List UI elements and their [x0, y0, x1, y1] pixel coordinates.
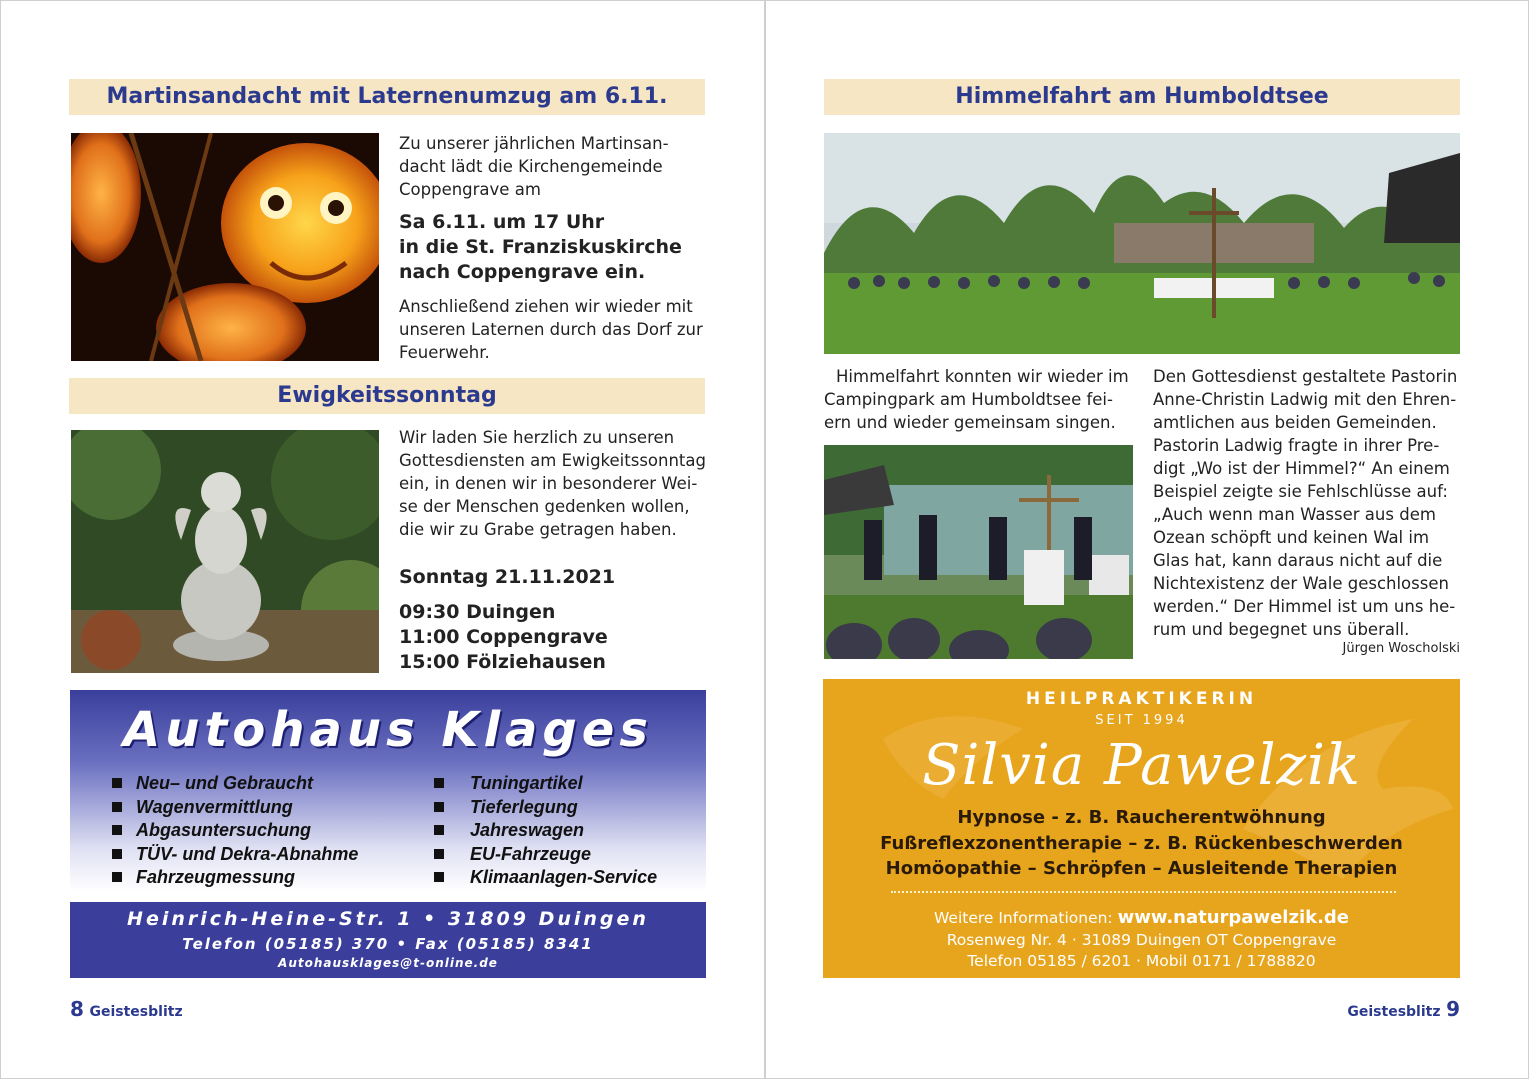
bullet-square-icon: [112, 802, 122, 812]
himmelfahrt-col-left: Himmelfahrt konnten wir wieder im Campingpark am Humboldtsee fei- ern und wieder gemeinsam singen.: [824, 367, 1129, 432]
heil-name: Silvia Pawelzik: [922, 733, 1361, 798]
bullet-square-icon: [434, 802, 444, 812]
ewigkeit-times: 09:30 Duingen 11:00 Coppengrave 15:00 Fölziehausen: [399, 601, 608, 673]
heil-service-3: Homöopathie – Schröpfen – Ausleitende Therapien: [885, 858, 1398, 879]
martin-intro: Zu unserer jährlichen Martinsan- dacht lädt die Kirchengemeinde Coppengrave am: [399, 134, 669, 199]
page-number-right: Geistesblitz 9: [1347, 997, 1460, 1021]
service-item: Jahreswagen: [434, 819, 657, 843]
services-list-left: [112, 772, 358, 890]
bullet-square-icon: [434, 849, 444, 859]
heilpraktikerin-ad: [823, 679, 1460, 978]
bullet-square-icon: [112, 778, 122, 788]
ad-title: Autohaus Klages: [123, 702, 653, 758]
heil-since: SEIT 1994: [1095, 713, 1188, 728]
service-item: Fahrzeugmessung: [112, 866, 358, 890]
outdoor-service-photo: [824, 133, 1460, 354]
service-item: Klimaanlagen-Service: [434, 866, 657, 890]
ad-phone: Telefon (05185) 370 • Fax (05185) 8341: [182, 935, 594, 953]
services-list-right: [434, 772, 657, 890]
article-author: Jürgen Woscholski: [1342, 641, 1460, 656]
service-item: EU-Fahrzeuge: [434, 843, 657, 867]
ewigkeit-heading: Ewigkeitssonntag: [69, 378, 705, 414]
angel-statue-photo: [71, 430, 379, 673]
bullet-square-icon: [434, 825, 444, 835]
heil-phone: Telefon 05185 / 6201 · Mobil 0171 / 1788820: [967, 952, 1316, 970]
dotted-divider: [891, 891, 1396, 893]
ewigkeit-text: Wir laden Sie herzlich zu unseren Gottesdiensten am Ewigkeitssonntag ein, in denen wir in besonderer Wei- se der Menschen gedenken wollen, die wir zu Grabe getragen haben.: [399, 428, 706, 539]
martin-heading: Martinsandacht mit Laternenumzug am 6.11.: [69, 79, 705, 115]
ad-email: Autohausklages@t-online.de: [278, 956, 498, 970]
ad-address: Heinrich-Heine-Str. 1 • 31809 Duingen: [127, 908, 649, 930]
bullet-square-icon: [434, 872, 444, 882]
service-item: Neu– und Gebraucht: [112, 772, 358, 796]
heil-website-link[interactable]: www.naturpawelzik.de: [1117, 907, 1350, 928]
heil-label: HEILPRAKTIKERIN: [1025, 689, 1258, 709]
bullet-square-icon: [112, 849, 122, 859]
service-item: Tuningartikel: [434, 772, 657, 796]
autohaus-klages-ad: [70, 690, 706, 978]
heil-info: Weitere Informationen: www.naturpawelzik.de: [933, 907, 1350, 928]
lakeside-service-photo: [824, 445, 1133, 659]
page-number-left: 8 Geistesblitz: [70, 997, 183, 1021]
bullet-square-icon: [434, 778, 444, 788]
bullet-square-icon: [112, 872, 122, 882]
martin-date-block: Sa 6.11. um 17 Uhr in die St. Franziskuskirche nach Coppengrave ein.: [399, 211, 682, 283]
service-item: Wagenvermittlung: [112, 796, 358, 820]
martin-outro: Anschließend ziehen wir wieder mit unseren Laternen durch das Dorf zur Feuerwehr.: [399, 297, 703, 362]
himmelfahrt-col-right: Den Gottesdienst gestaltete Pastorin Anne-Christin Ladwig mit den Ehren- amtlichen aus beiden Gemeinden. Pastorin Ladwig fragte in ihrer Pre- digt „Wo ist der Himmel?“ An einem Beispiel zeigte sie Fehlschlüsse auf: „Auch wenn man Wasser aus dem Ozean schöpft und keinen Wal im Glas hat, kann daraus nicht auf die Nichtexistenz der Wale geschlossen werden.“ Der Himmel ist um uns he- rum und begegnet uns überall.: [1153, 367, 1458, 639]
heil-address: Rosenweg Nr. 4 · 31089 Duingen OT Coppengrave: [946, 931, 1337, 949]
himmelfahrt-heading: Himmelfahrt am Humboldtsee: [824, 79, 1460, 115]
service-item: Tieferlegung: [434, 796, 657, 820]
bullet-square-icon: [112, 825, 122, 835]
ad-footer: [70, 902, 706, 978]
lantern-photo: [71, 133, 379, 361]
heil-service-1: Hypnose - z. B. Raucherentwöhnung: [957, 807, 1326, 828]
ewigkeit-date: Sonntag 21.11.2021: [399, 566, 616, 588]
service-item: TÜV- und Dekra-Abnahme: [112, 843, 358, 867]
heil-service-2: Fußreflexzonentherapie – z. B. Rückenbeschwerden: [880, 833, 1403, 854]
service-item: Abgasuntersuchung: [112, 819, 358, 843]
